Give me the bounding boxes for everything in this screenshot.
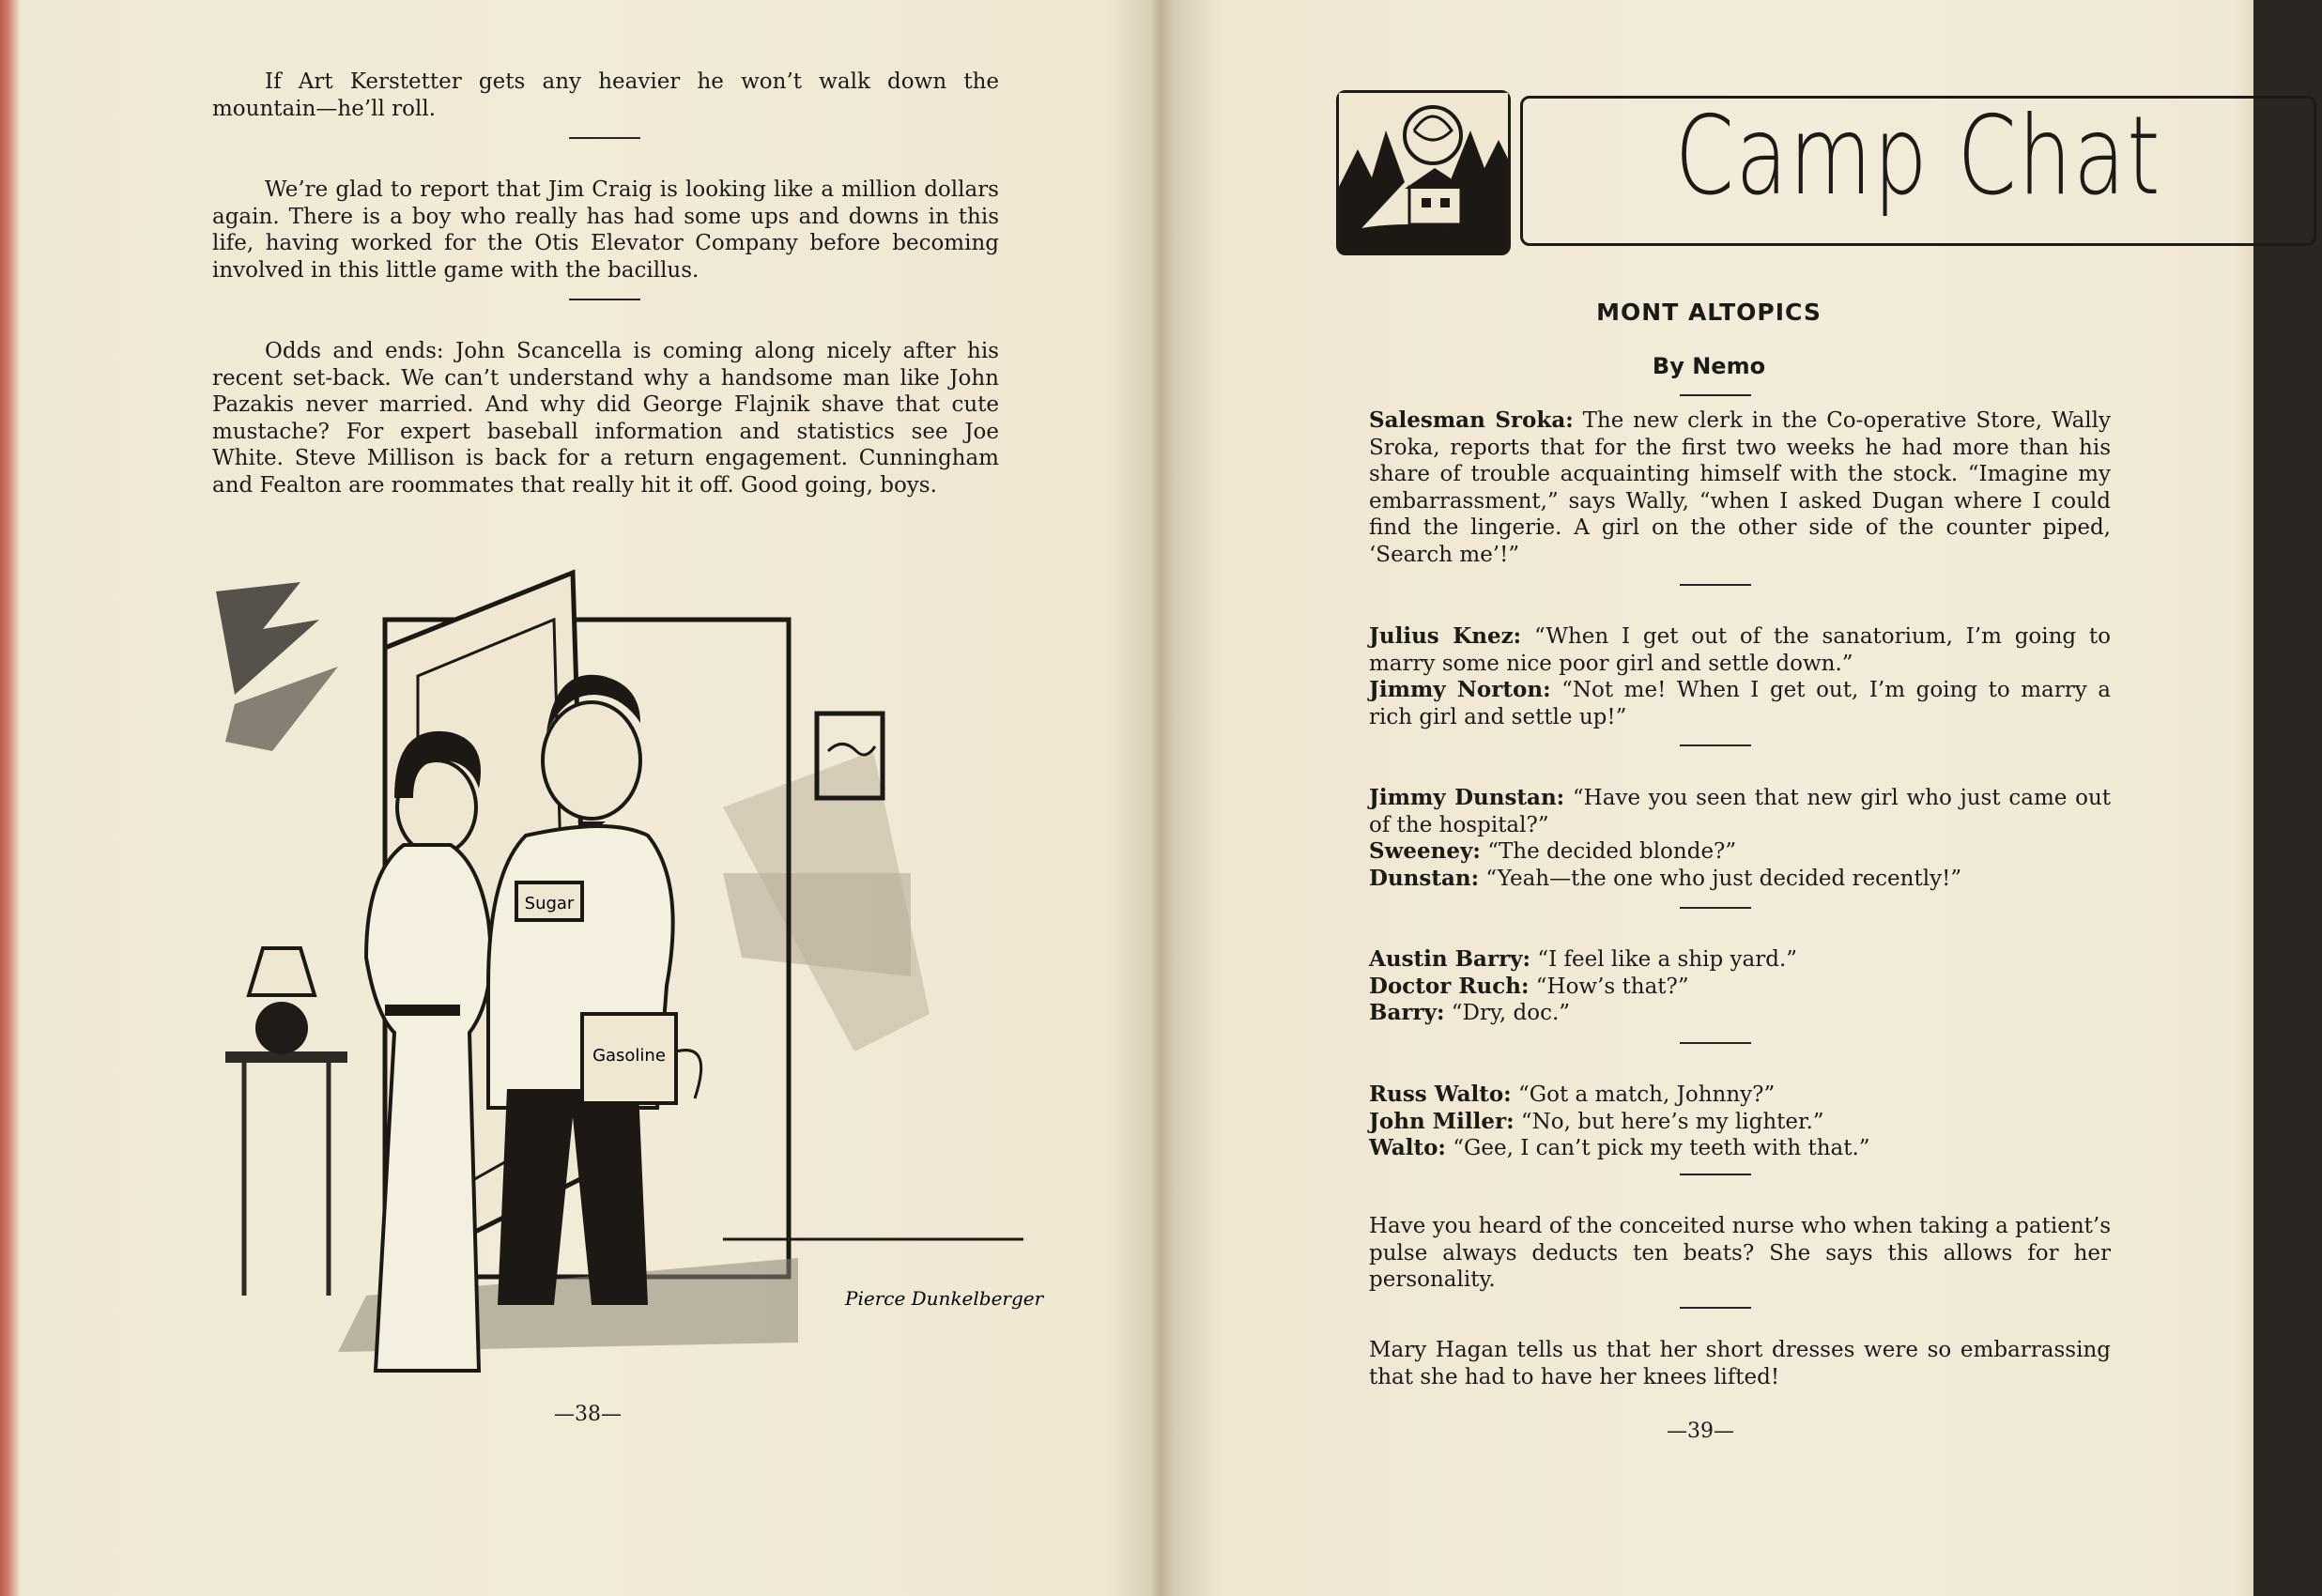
dialogue-text: “When I get out of the sanatorium, I’m going to marry some nice poor girl and settle down.” [1369, 624, 2112, 676]
dialogue-line [1316, 838, 2111, 866]
section-divider [1680, 584, 1751, 586]
lightning-shape [216, 582, 319, 695]
section-divider [1680, 744, 1751, 746]
dialogue-text: “Gee, I can’t pick my teeth with that.” [1453, 1136, 1870, 1160]
section-divider [1680, 1174, 1751, 1175]
speaker-name: Jimmy Dunstan: [1369, 785, 1565, 810]
dialogue-text: “The decided blonde?” [1487, 839, 1737, 864]
dialogue-line [1316, 1109, 2111, 1136]
left-paragraph-1 [212, 69, 999, 122]
item-dunstan-sweeney [1316, 785, 2111, 892]
forest-house-icon [1339, 93, 1508, 253]
speaker-name: Barry: [1369, 1000, 1445, 1025]
header-title: Camp Chat [1674, 93, 2162, 220]
section-divider [1680, 907, 1751, 909]
item-salesman-sroka [1316, 407, 2111, 568]
article-byline: By Nemo [1652, 353, 1766, 379]
speaker-name: Julius Knez: [1369, 623, 1522, 649]
paragraph-text: If Art Kerstetter gets any heavier he won’t walk down the mountain—he’ll roll. [212, 69, 999, 121]
speaker-name: Austin Barry: [1369, 946, 1531, 972]
dialogue-line [1316, 866, 2111, 893]
dialogue-text: “How’s that?” [1535, 974, 1689, 999]
page-number-left: —38— [554, 1403, 622, 1426]
dialogue-line [1316, 1082, 2111, 1109]
speaker-name: Jimmy Norton: [1369, 677, 1551, 702]
artist-signature: Pierce Dunkelberger [845, 1287, 1044, 1310]
dialogue-text: “I feel like a ship yard.” [1537, 947, 1798, 972]
dialogue-text: “Got a match, Johnny?” [1517, 1082, 1776, 1107]
item-conceited-nurse [1316, 1213, 2111, 1294]
dialogue-line [1316, 946, 2111, 974]
dialogue-text: “Dry, doc.” [1451, 1001, 1571, 1025]
speaker-name: Walto: [1369, 1135, 1446, 1160]
item-walto-miller [1316, 1082, 2111, 1162]
paragraph-text: We’re glad to report that Jim Craig is looking like a million dollars again. There is a boy who really has had some ups and downs in this life, having worked for the Otis Elevator Company before becoming involved in this little game with the bacillus. [212, 177, 999, 283]
left-paragraph-3 [212, 338, 999, 499]
dialogue-line [1316, 785, 2111, 838]
camp-chat-header [1336, 90, 2322, 259]
speaker-name: John Miller: [1369, 1108, 1515, 1134]
section-divider [569, 299, 640, 300]
gasoline-label: Gasoline [592, 1046, 666, 1066]
paragraph-text: Odds and ends: John Scancella is coming along nicely after his recent set-back. We can’t understand why a handsome man like John Pazakis never married. And why did George Flajnik shave that cute mustache? For expert baseball information and statistics see Joe White. Steve Millison is back for a return engagement. Cunningham and Fealton are roommates that really hit it off. Good going, boys. [212, 339, 999, 498]
section-divider [1680, 1042, 1751, 1044]
byline-divider [1680, 394, 1751, 396]
item-barry-ruch [1316, 946, 2111, 1027]
dialogue-line [1316, 623, 2111, 677]
page-number-right: —39— [1667, 1420, 1734, 1443]
speaker-name: Sweeney: [1369, 838, 1481, 864]
item-mary-hagan [1316, 1337, 2111, 1390]
dialogue-line [1316, 1135, 2111, 1162]
man-figure [543, 702, 640, 819]
cartoon-illustration [197, 563, 1044, 1361]
speaker-name: Dunstan: [1369, 865, 1480, 891]
sugar-label: Sugar [524, 894, 575, 913]
section-divider [1680, 1307, 1751, 1309]
paragraph-text: Have you heard of the conceited nurse who when taking a patient’s pulse always deducts ten beats? She says this allows for her personality. [1369, 1214, 2111, 1292]
dialogue-line [1316, 677, 2111, 730]
speaker-name: Russ Walto: [1369, 1082, 1512, 1107]
lamp-shade [249, 948, 315, 995]
dialogue-line [1316, 974, 2111, 1001]
item-knez-norton [1316, 623, 2111, 730]
header-art-box [1336, 90, 1511, 255]
dialogue-text: “Yeah—the one who just decided recently!” [1485, 866, 1962, 891]
item-text: The new clerk in the Co-operative Store, Wally Sroka, reports that for the first two weeks he had more than his share of trouble acquainting himself with the stock. “Imagine my embarrassment,” says Wally, “when I asked Dugan where I could find the lingerie. A girl on the other side of the counter piped, ‘Search me’!” [1369, 408, 2111, 567]
dialogue-text: “No, but here’s my lighter.” [1520, 1109, 1824, 1134]
dialogue-line [1316, 1000, 2111, 1027]
paragraph [1316, 407, 2111, 568]
paragraph-text: Mary Hagan tells us that her short dresses were so embarrassing that she had to have her knees lifted! [1369, 1338, 2111, 1389]
speaker-name: Salesman Sroka: [1369, 407, 1574, 433]
dialogue-text: “Have you seen that new girl who just came out of the hospital?” [1369, 786, 2112, 837]
header-title-box [1520, 93, 2316, 246]
speaker-name: Doctor Ruch: [1369, 973, 1530, 999]
left-paragraph-2 [212, 176, 999, 284]
dialogue-text: “Not me! When I get out, I’m going to marry a rich girl and settle up!” [1369, 678, 2112, 729]
article-title: MONT ALTOPICS [1596, 299, 1822, 326]
lamp-base [255, 1002, 308, 1054]
section-divider [569, 137, 640, 139]
